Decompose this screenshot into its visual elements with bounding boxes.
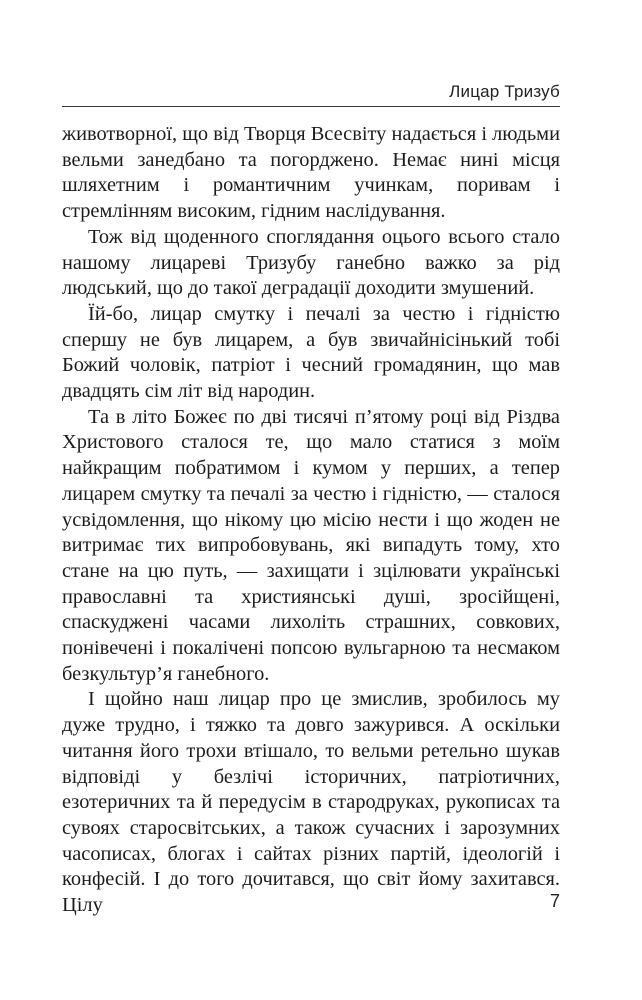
body-text	[62, 122, 560, 919]
paragraph-5: І щойно наш лицар про це змислив, зробилось му дуже трудно, і тяжко та довго зажурився. А оскільки читання його трохи втішало, то вельми ретельно шукав відповіді у безлічі історичних, патріотичних, езотеричних та й передусім в стародруках, рукописах та сувоях старосвітських, а також сучасних і зарозумних часописах, блогах і сайтах різних партій, ідеологій і конфесій. І до того дочитався, що світ йому захитався. Цілу	[62, 688, 560, 917]
running-title: Лицар Тризуб	[449, 82, 560, 101]
running-header	[62, 76, 560, 107]
page-number: 7	[549, 891, 560, 911]
paragraph-3: Їй-бо, лицар смутку і печалі за честю і гідністю спершу не був лицарем, а був звичайнісінький тобі Божий чоловік, патріот і чесний громадянин, що мав двадцять сім літ від народин.	[62, 302, 560, 403]
paragraph-2: Тож від щоденного споглядання оцього всього стало нашому лицареві Тризубу ганебно важко за рід людський, що до такої деградації доходити змушений.	[62, 225, 560, 300]
paragraph-4: Та в літо Божеє по дві тисячі п’ятому році від Різдва Христового сталося те, що мало статися з моїм найкращим побратимом і кумом у перших, а тепер лицарем смутку та печалі за честю і гідністю, — сталося усвідомлення, що нікому цю місію нести і що жоден не витримає тих випробовувань, які випадуть тому, хто стане на цю путь, — захищати і зцілювати українські православні та християнські душі, зросійщені, спаскуджені часами лихоліть страшних, совкових, понівечені і покалічені попсою вульгарною та несмаком безкультур’я ганебного.	[62, 405, 560, 685]
paragraph-1: животворної, що від Творця Всесвіту надається і людьми вельми занедбано та погорджено. Немає нині місця шляхетним і романтичним учинкам, поривам і стремлінням високим, гідним наслідування.	[62, 123, 560, 223]
